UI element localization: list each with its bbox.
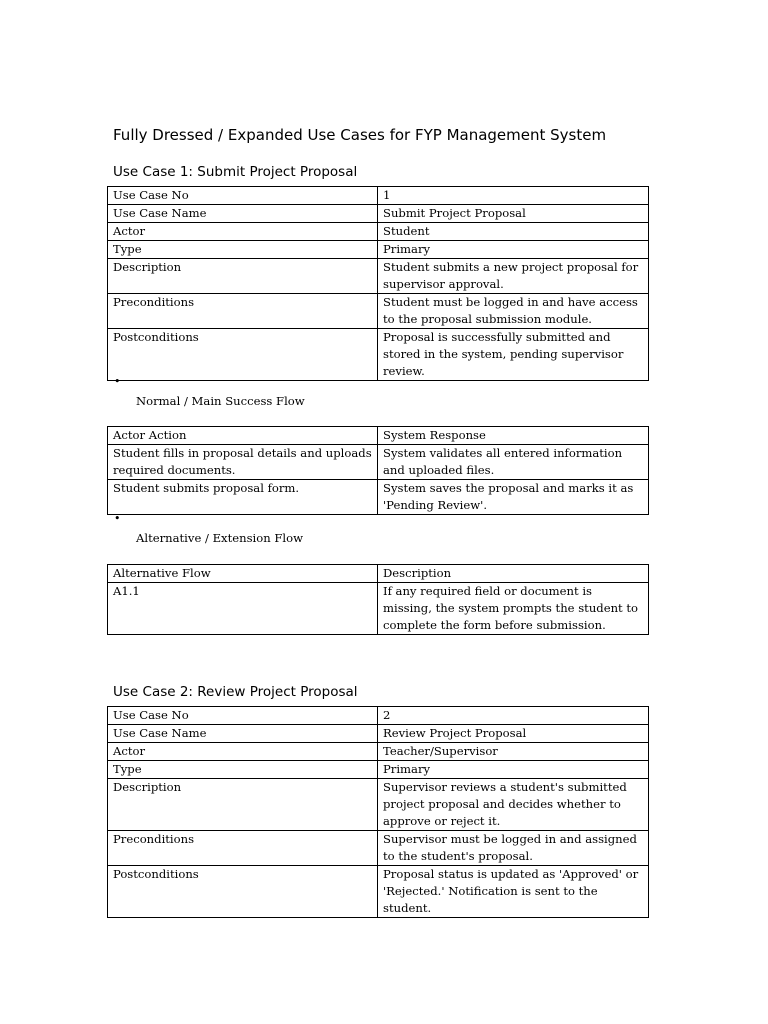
table-cell: Type bbox=[108, 761, 378, 779]
table-row bbox=[108, 761, 649, 779]
table-cell: Actor bbox=[108, 743, 378, 761]
table-row bbox=[108, 241, 649, 259]
table-cell: Use Case No bbox=[108, 187, 378, 205]
table-row bbox=[108, 725, 649, 743]
table-row bbox=[108, 707, 649, 725]
table-header-cell: Description bbox=[378, 565, 649, 583]
table-cell: Description bbox=[108, 779, 378, 831]
table-header-cell: Alternative Flow bbox=[108, 565, 378, 583]
table-cell: Use Case No bbox=[108, 707, 378, 725]
table-cell: Proposal status is updated as 'Approved' or 'Rejected.' Notification is sent to the student. bbox=[378, 866, 649, 918]
table-cell: Postconditions bbox=[108, 329, 378, 381]
use-case-2-table bbox=[107, 706, 649, 918]
table-row bbox=[108, 205, 649, 223]
table-cell: A1.1 bbox=[108, 583, 378, 635]
table-cell: Actor bbox=[108, 223, 378, 241]
table-header-row bbox=[108, 427, 649, 445]
table-cell: Supervisor reviews a student's submitted project proposal and decides whether to approve or reject it. bbox=[378, 779, 649, 831]
table-cell: Student bbox=[378, 223, 649, 241]
table-header-cell: System Response bbox=[378, 427, 649, 445]
table-row bbox=[108, 866, 649, 918]
table-row bbox=[108, 583, 649, 635]
table-cell: Use Case Name bbox=[108, 205, 378, 223]
table-row bbox=[108, 779, 649, 831]
table-header-cell: Actor Action bbox=[108, 427, 378, 445]
table-cell: Type bbox=[108, 241, 378, 259]
table-row bbox=[108, 831, 649, 866]
normal-flow-table bbox=[107, 426, 649, 515]
table-row bbox=[108, 480, 649, 515]
use-case-2-heading: Use Case 2: Review Project Proposal bbox=[113, 684, 358, 700]
table-cell: Description bbox=[108, 259, 378, 294]
table-row bbox=[108, 187, 649, 205]
table-cell: Submit Project Proposal bbox=[378, 205, 649, 223]
table-cell: Postconditions bbox=[108, 866, 378, 918]
table-cell: 2 bbox=[378, 707, 649, 725]
table-cell: Primary bbox=[378, 241, 649, 259]
bullet-icon: • bbox=[114, 375, 121, 388]
alternative-flow-table bbox=[107, 564, 649, 635]
table-cell: Student submits a new project proposal for supervisor approval. bbox=[378, 259, 649, 294]
document-title: Fully Dressed / Expanded Use Cases for FYP Management System bbox=[113, 126, 607, 144]
normal-flow-title: Normal / Main Success Flow bbox=[136, 394, 305, 408]
table-cell: System saves the proposal and marks it as 'Pending Review'. bbox=[378, 480, 649, 515]
table-cell: Teacher/Supervisor bbox=[378, 743, 649, 761]
table-cell: Preconditions bbox=[108, 294, 378, 329]
table-cell: System validates all entered information and uploaded files. bbox=[378, 445, 649, 480]
bullet-icon: • bbox=[114, 512, 121, 525]
table-cell: Student fills in proposal details and uploads required documents. bbox=[108, 445, 378, 480]
table-cell: Use Case Name bbox=[108, 725, 378, 743]
table-cell: Proposal is successfully submitted and stored in the system, pending supervisor review. bbox=[378, 329, 649, 381]
table-row bbox=[108, 329, 649, 381]
table-cell: Student must be logged in and have access to the proposal submission module. bbox=[378, 294, 649, 329]
table-row bbox=[108, 223, 649, 241]
table-cell: If any required field or document is missing, the system prompts the student to complete the form before submission. bbox=[378, 583, 649, 635]
table-cell: Review Project Proposal bbox=[378, 725, 649, 743]
table-row bbox=[108, 743, 649, 761]
table-cell: 1 bbox=[378, 187, 649, 205]
table-row bbox=[108, 445, 649, 480]
table-cell: Student submits proposal form. bbox=[108, 480, 378, 515]
alternative-flow-title: Alternative / Extension Flow bbox=[136, 531, 304, 545]
use-case-1-heading: Use Case 1: Submit Project Proposal bbox=[113, 164, 358, 180]
use-case-1-table bbox=[107, 186, 649, 381]
table-row bbox=[108, 294, 649, 329]
table-cell: Supervisor must be logged in and assigned to the student's proposal. bbox=[378, 831, 649, 866]
table-row bbox=[108, 259, 649, 294]
table-cell: Preconditions bbox=[108, 831, 378, 866]
table-header-row bbox=[108, 565, 649, 583]
table-cell: Primary bbox=[378, 761, 649, 779]
